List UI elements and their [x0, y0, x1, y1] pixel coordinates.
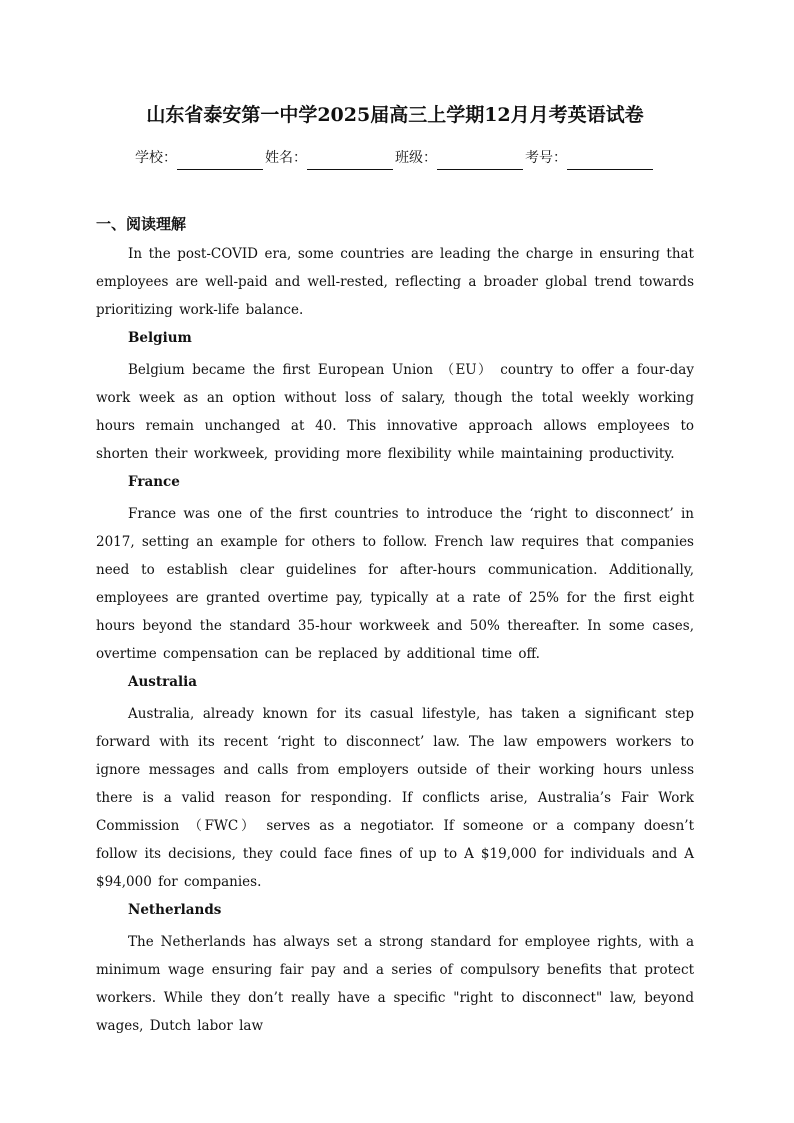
name-blank[interactable]: [307, 153, 393, 170]
exam-number-blank[interactable]: [567, 153, 653, 170]
paragraph-netherlands: The Netherlands has always set a strong standard for employee rights, with a minimum wage ensuring fair pay and a series of compulsory benefits that protect workers. While they don’t really have a specific "right to disconnect" law, beyond wages, Dutch labor law: [96, 934, 694, 1034]
info-label: 班级：: [395, 150, 437, 166]
intro-paragraph: In the post-COVID era, some countries are leading the charge in ensuring that employees are well-paid and well-rested, reflecting a broader global trend towards prioritizing work-life balance.: [96, 246, 694, 318]
subheading-france: France: [128, 474, 180, 490]
student-info-line: [96, 146, 694, 170]
info-label: 考号：: [525, 150, 567, 166]
paragraph-belgium: Belgium became the first European Union （EU） country to offer a four-day work week as an option without loss of salary, though the total weekly working hours remain unchanged at 40. This innovative approach allows employees to shorten their workweek, providing more flexibility while maintaining productivity.: [96, 362, 694, 462]
info-school: [135, 146, 265, 170]
info-exam-number: [525, 146, 655, 170]
info-name: [265, 146, 395, 170]
class-blank[interactable]: [437, 153, 523, 170]
subheading-netherlands: Netherlands: [128, 902, 222, 918]
info-label: 学校：: [135, 150, 177, 166]
section-heading-reading: 一、阅读理解: [96, 215, 187, 233]
school-blank[interactable]: [177, 153, 263, 170]
info-class: [395, 146, 525, 170]
exam-title: 山东省泰安第一中学2025届高三上学期12月月考英语试卷: [146, 104, 644, 126]
info-label: 姓名：: [265, 150, 307, 166]
subheading-belgium: Belgium: [128, 330, 192, 346]
paragraph-france: France was one of the first countries to introduce the ‘right to disconnect’ in 2017, setting an example for others to follow. French law requires that companies need to establish clear guidelines for after-hours communication. Additionally, employees are granted overtime pay, typically at a rate of 25% for the first eight hours beyond the standard 35-hour workweek and 50% thereafter. In some cases, overtime compensation can be replaced by additional time off.: [96, 506, 694, 662]
subheading-australia: Australia: [128, 674, 197, 690]
paragraph-australia: Australia, already known for its casual lifestyle, has taken a significant step forward with its recent ‘right to disconnect’ law. The law empowers workers to ignore messages and calls from employers outside of their working hours unless there is a valid reason for responding. If conflicts arise, Australia’s Fair Work Commission （FWC） serves as a negotiator. If someone or a company doesn’t follow its decisions, they could face fines of up to A $19,000 for individuals and A $94,000 for companies.: [96, 706, 694, 890]
